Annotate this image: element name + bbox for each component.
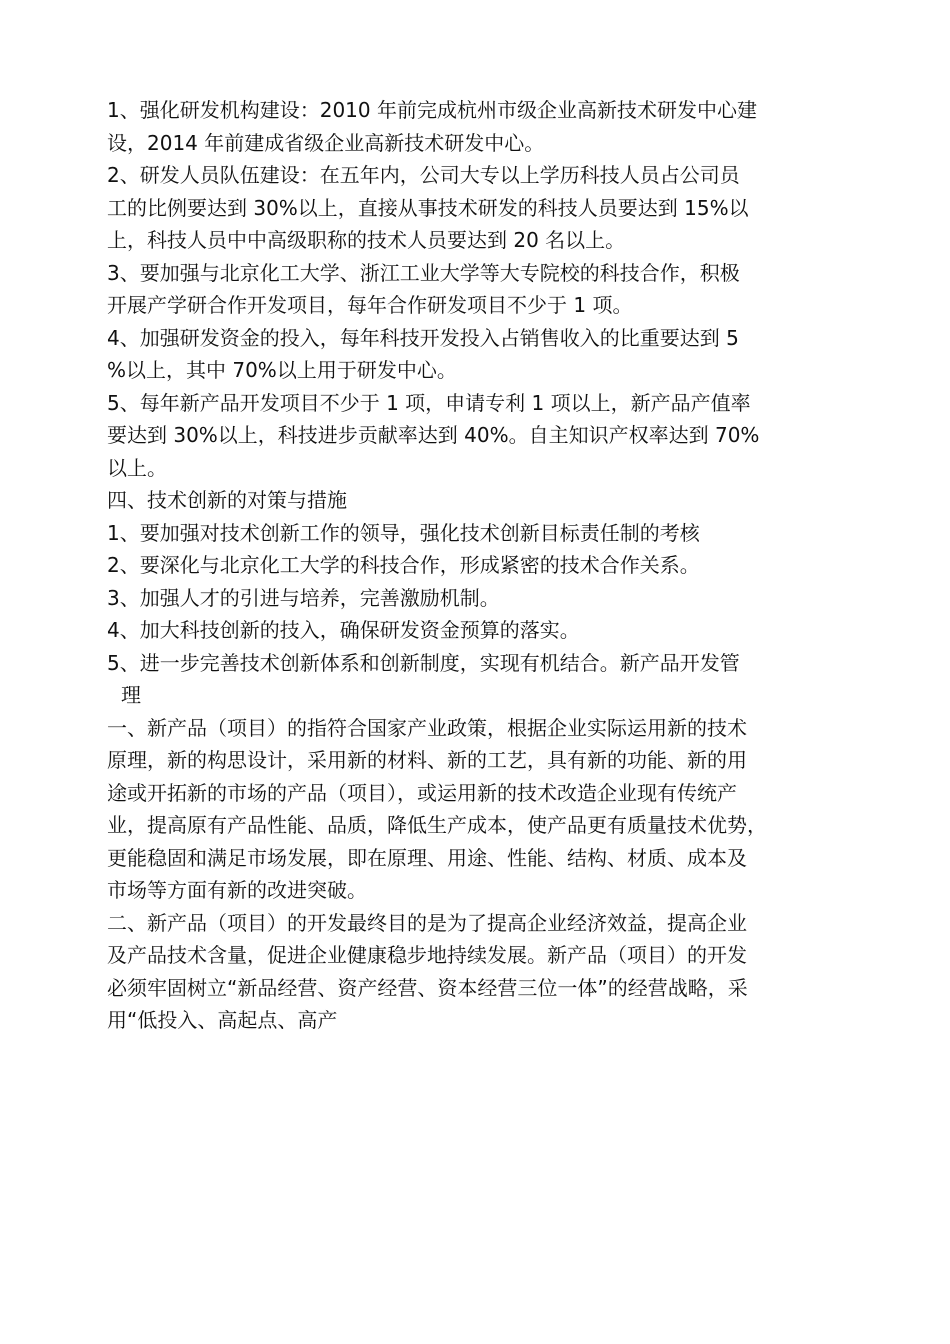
text-line: 3、要加强与北京化工大学、浙江工业大学等大专院校的科技合作，积极 xyxy=(107,260,740,285)
section-heading: 四、技术创新的对策与措施 xyxy=(107,488,347,512)
text-line: 开展产学研合作开发项目，每年合作研发项目不少于 1 项。 xyxy=(107,293,633,317)
text-line: 必须牢固树立“新品经营、资产经营、资本经营三位一体”的经营战略，采 xyxy=(107,975,748,1000)
text-line: 4、加强研发资金的投入，每年科技开发投入占销售收入的比重要达到 5 xyxy=(107,325,739,350)
text-line: 2、研发人员队伍建设：在五年内，公司大专以上学历科技人员占公司员 xyxy=(107,163,740,187)
text-line: 业，提高原有产品性能、品质，降低生产成本，使产品更有质量技术优势， xyxy=(107,813,767,837)
text-line: 2、要深化与北京化工大学的科技合作，形成紧密的技术合作关系。 xyxy=(107,553,700,577)
text-line: 用“低投入、高起点、高产 xyxy=(107,1008,338,1032)
text-line: 1、强化研发机构建设：2010 年前完成杭州市级企业高新技术研发中心建 xyxy=(107,98,757,122)
text-line: %以上，其中 70%以上用于研发中心。 xyxy=(107,358,457,382)
text-line: 设，2014 年前建成省级企业高新技术研发中心。 xyxy=(107,130,545,155)
text-line: 5、进一步完善技术创新体系和创新制度，实现有机结合。新产品开发管 xyxy=(107,650,740,675)
text-line: 3、加强人才的引进与培养，完善激励机制。 xyxy=(107,585,500,610)
text-line: 5、每年新产品开发项目不少于 1 项，申请专利 1 项以上，新产品产值率 xyxy=(107,390,751,415)
text-line: 原理，新的构思设计，采用新的材料、新的工艺，具有新的功能、新的用 xyxy=(107,748,747,772)
text-line: 途或开拓新的市场的产品（项目），或运用新的技术改造企业现有传统产 xyxy=(107,780,737,805)
text-line: 以上。 xyxy=(107,455,167,480)
text-line: 二、新产品（项目）的开发最终目的是为了提高企业经济效益，提高企业 xyxy=(107,910,747,935)
text-line: 上，科技人员中中高级职称的技术人员要达到 20 名以上。 xyxy=(107,228,626,252)
text-line: 1、要加强对技术创新工作的领导，强化技术创新目标责任制的考核 xyxy=(107,520,700,545)
text-line: 市场等方面有新的改进突破。 xyxy=(107,878,367,902)
text-line: 更能稳固和满足市场发展，即在原理、用途、性能、结构、材质、成本及 xyxy=(107,845,747,870)
text-line: 一、新产品（项目）的指符合国家产业政策，根据企业实际运用新的技术 xyxy=(107,715,747,740)
text-line: 及产品技术含量，促进企业健康稳步地持续发展。新产品（项目）的开发 xyxy=(107,943,747,967)
document-body xyxy=(107,94,867,1037)
text-line: 4、加大科技创新的技入，确保研发资金预算的落实。 xyxy=(107,618,580,642)
text-line: 理 xyxy=(121,683,141,707)
text-line: 工的比例要达到 30%以上，直接从事技术研发的科技人员要达到 15%以 xyxy=(107,195,749,220)
text-line: 要达到 30%以上，科技进步贡献率达到 40%。自主知识产权率达到 70% xyxy=(107,423,760,447)
